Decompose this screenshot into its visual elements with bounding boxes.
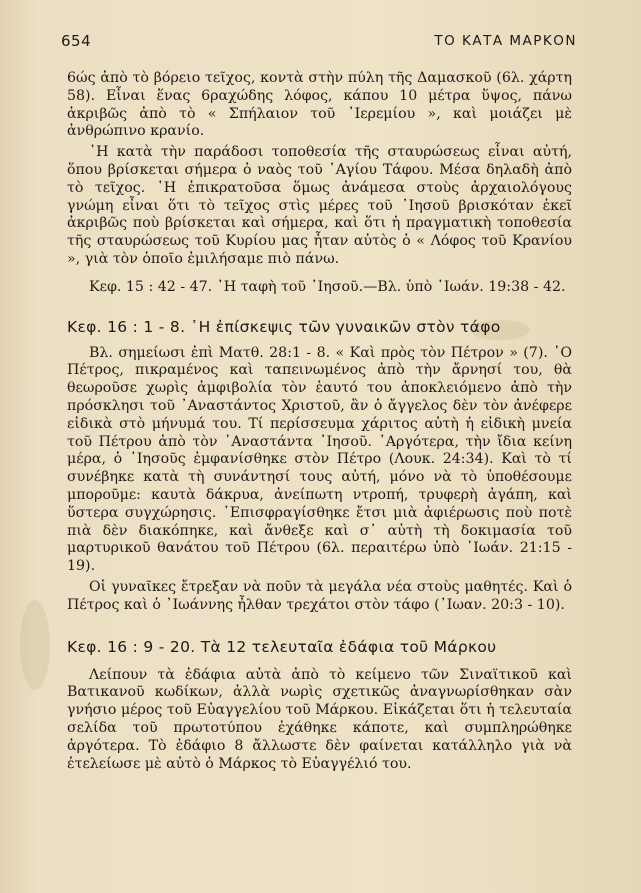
paragraph-women-ran: Οἱ γυναῖκες ἔτρεξαν νὰ ποῦν τὰ μεγάλα νέα στοὺς μαθητές. Καὶ ὁ Πέτρος καὶ ὁ ᾽Ιωάννης ἦλθαν τρεχάτοι στὸν τάφο (᾽Ιωαν. 20:3 - 10). <box>67 578 572 613</box>
paragraph-peter: Βλ. σημείωσι ἐπὶ Ματθ. 28:1 - 8. « Καὶ πρὸς τὸν Πέτρον » (7). ῾Ο Πέτρος, πικραμένος καὶ ταπεινωμένος ἀπὸ τὴν ἄρνησί του, θὰ θεωροῦσε χωρὶς ἀμφιβολία τὸν ἑαυτό του ἀποκλειόμενο ἀπὸ τὴν πρόσκλησι τοῦ ᾽Αναστάντος Χριστοῦ, ἂν ὁ ἄγγελος δὲν τὸν ἀνέφερε εἰδικὰ στὸ μήνυμά του. Τί περίσσευμα χάριτος αὐτὴ ἡ εἰδικὴ μνεία τοῦ Πέτρου ἀπὸ τὸν ᾽Αναστάντα ᾽Ιησοῦ. ᾽Αργότερα, τὴν ἴδια κείνη μέρα, ὁ ᾽Ιησοῦς ἐμφανίσθηκε στὸν Πέτρο (Λουκ. 24:34). Καὶ τὸ τί συνέβηκε κατὰ τὴ συνάντησί τους αὐτή, μόνο νὰ τὸ ὑποθέσουμε μποροῦμε: καυτὰ δάκρυα, ἀνείπωτη ντροπή, τρυφερὴ ἀγάπη, καὶ ὕστερα συγχώρησις. ᾽Επισφραγίσθηκε ἔτσι μιὰ ἀφιέρωσις ποὺ ποτὲ πιὰ δὲν διακόπηκε, καὶ ἄνθεξε καὶ σ᾽ αὐτὴ τὴ δοκιμασία τοῦ μαρτυρικοῦ θανάτου τοῦ Πέτρου (6λ. περαιτέρω ὑπὸ ᾽Ιωάν. 21:15 - 19). <box>67 344 572 575</box>
page-body <box>67 70 572 773</box>
section-heading-last-verses: Κεφ. 16 : 9 - 20. Τὰ 12 τελευταῖα ἐδάφια τοῦ Μάρκου <box>67 637 497 656</box>
paragraph-crucifixion-site: ῾Η κατὰ τὴν παράδοσι τοποθεσία τῆς σταυρώσεως εἶναι αὐτή, ὅπου βρίσκεται σήμερα ὁ ναὸς τοῦ ῾Αγίου Τάφου. Μέσα δηλαδὴ ἀπὸ τὸ τεῖχος. ῾Η ἐπικρατοῦσα ὅμως ἀνάμεσα στοὺς ἀρχαιολόγους γνώμη εἶναι ὅτι τὸ τεῖχος στὶς μέρες τοῦ ᾽Ιησοῦ βρισκόταν ἐκεῖ ἀκριβῶς ποὺ βρίσκεται καὶ σήμερα, καὶ ὅτι ἡ πραγματικὴ τοποθεσία τῆς σταυρώσεως τοῦ Κυρίου μας ἦταν αὐτὸς ὁ « Λόφος τοῦ Κρανίου », γιὰ τὸν ὁποῖο ἐμιλήσαμε πιὸ πάνω. <box>67 144 572 267</box>
running-title: ΤΟ ΚΑΤΑ ΜΑΡΚΟΝ <box>434 33 577 49</box>
paragraph-last-verses: Λείπουν τὰ ἐδάφια αὐτὰ ἀπὸ τὸ κείμενο τῶν Σιναϊτικοῦ καὶ Βατικανοῦ κωδίκων, ἀλλὰ νωρὶς σχετικῶς ἀναγνωρίσθηκαν σὰν γνήσιο μέρος τοῦ Εὐαγγελίου τοῦ Μάρκου. Εἰκάζεται ὅτι ἡ τελευταία σελίδα τοῦ πρωτοτύπου ἐχάθηκε κάποτε, καὶ συμπληρώθηκε ἀργότερα. Τὸ ἐδάφιο 8 ἄλλωστε δὲν φαίνεται κατάλληλο γιὰ νὰ ἐτελείωσε μὲ αὐτὸ ὁ Μάρκος τὸ Εὐαγγέλιό του. <box>67 666 572 772</box>
section-heading-visit-to-tomb: Κεφ. 16 : 1 - 8. ῾Η ἐπίσκεψις τῶν γυναικῶν στὸν τάφο <box>67 317 501 336</box>
running-header <box>61 32 577 54</box>
page-number: 654 <box>61 32 92 50</box>
paper-stain <box>20 600 50 690</box>
reference-burial: Κεφ. 15 : 42 - 47. ῾Η ταφὴ τοῦ ᾽Ιησοῦ.—Βλ. ὑπὸ ᾽Ιωάν. 19:38 - 42. <box>89 278 566 295</box>
paragraph-continuation: 6ώς ἀπὸ τὸ βόρειο τεῖχος, κοντὰ στὴν πύλη τῆς Δαμασκοῦ (6λ. χάρτη 58). Εἶναι ἕνας 6ραχώδης λόφος, κάπου 10 μέτρα ὕψος, πάνω ἀκριβῶς ἀπὸ τὸ « Σπήλαιον τοῦ ᾽Ιερεμίου », καὶ μοιάζει μὲ ἀνθρώπινο κρανίο. <box>67 70 572 140</box>
